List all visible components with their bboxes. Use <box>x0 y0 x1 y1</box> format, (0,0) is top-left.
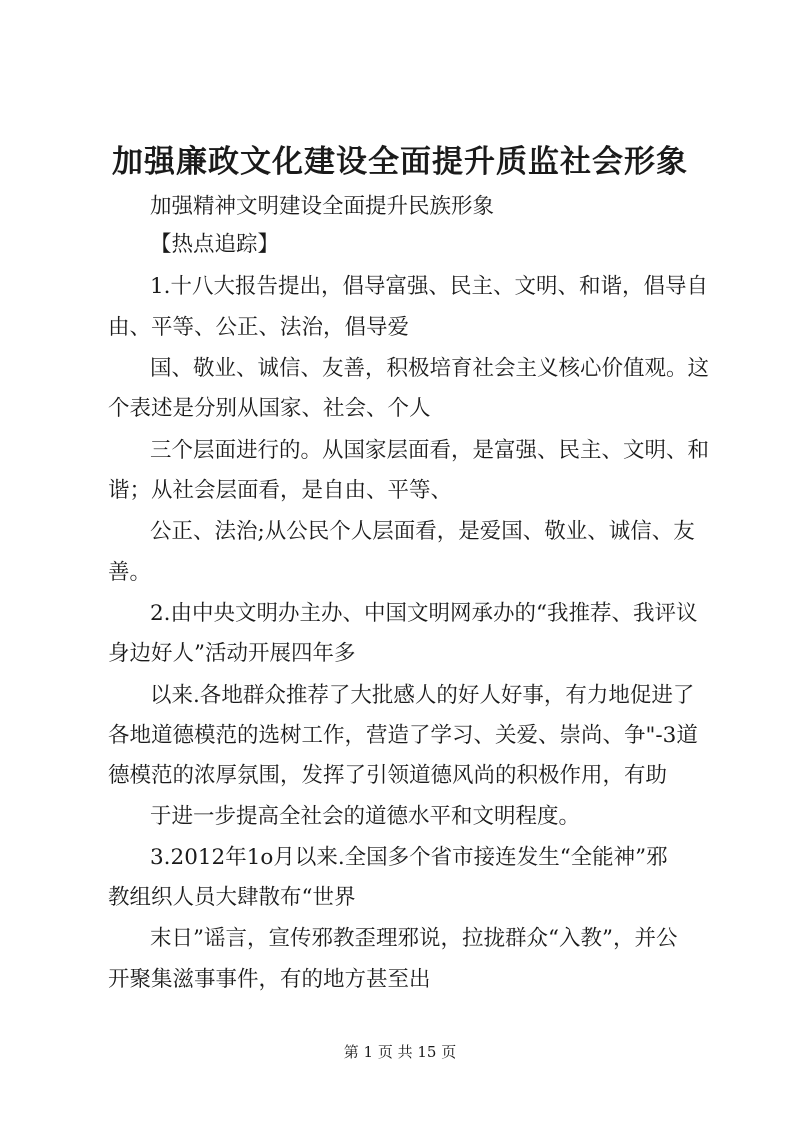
page-number-footer: 第 1 页 共 15 页 <box>343 1043 457 1061</box>
paragraph-line: 开聚集滋事事件，有的地方甚至出 <box>108 967 431 992</box>
paragraph-line: 谐；从社会层面看，是自由、平等、 <box>108 478 453 503</box>
section-heading: 【热点追踪】 <box>150 232 280 257</box>
paragraph-line: 个表述是分别从国家、社会、个人 <box>108 396 431 421</box>
paragraph-line: 国、敬业、诚信、友善，积极培育社会主义核心价值观。这 <box>150 356 710 381</box>
paragraph-line: 由、平等、公正、法治，倡导爱 <box>108 315 410 340</box>
paragraph-line: 身边好人”活动开展四年多 <box>108 641 356 666</box>
paragraph-line: 2.由中央文明办主办、中国文明网承办的“我推荐、我评议 <box>150 601 698 626</box>
paragraph-line: 于进一步提高全社会的道德水平和文明程度。 <box>150 804 581 829</box>
paragraph-line: 德模范的浓厚氛围，发挥了引领道德风尚的积极作用，有助 <box>108 763 668 788</box>
paragraph-line: 善。 <box>108 560 152 585</box>
paragraph-line: 以来.各地群众推荐了大批感人的好人好事，有力地促进了 <box>150 683 695 708</box>
paragraph-line: 3.2012年1o月以来.全国多个省市接连发生“全能神”邪 <box>150 845 668 870</box>
paragraph-line: 教组织人员大肆散布“世界 <box>108 885 356 910</box>
subtitle-line: 加强精神文明建设全面提升民族形象 <box>150 194 495 219</box>
paragraph-line: 1.十八大报告提出，倡导富强、民主、文明、和谐，倡导自 <box>150 274 709 299</box>
paragraph-line: 末日”谣言，宣传邪教歪理邪说，拉拢群众“入教”，并公 <box>150 926 678 951</box>
paragraph-line: 各地道德模范的选树工作，营造了学习、关爱、崇尚、争"-3道 <box>108 723 698 748</box>
paragraph-line: 三个层面进行的。从国家层面看，是富强、民主、文明、和 <box>150 438 710 463</box>
paragraph-line: 公正、法治;从公民个人层面看，是爱国、敬业、诚信、友 <box>150 519 695 544</box>
document-title: 加强廉政文化建设全面提升质监社会形象 <box>112 144 688 180</box>
